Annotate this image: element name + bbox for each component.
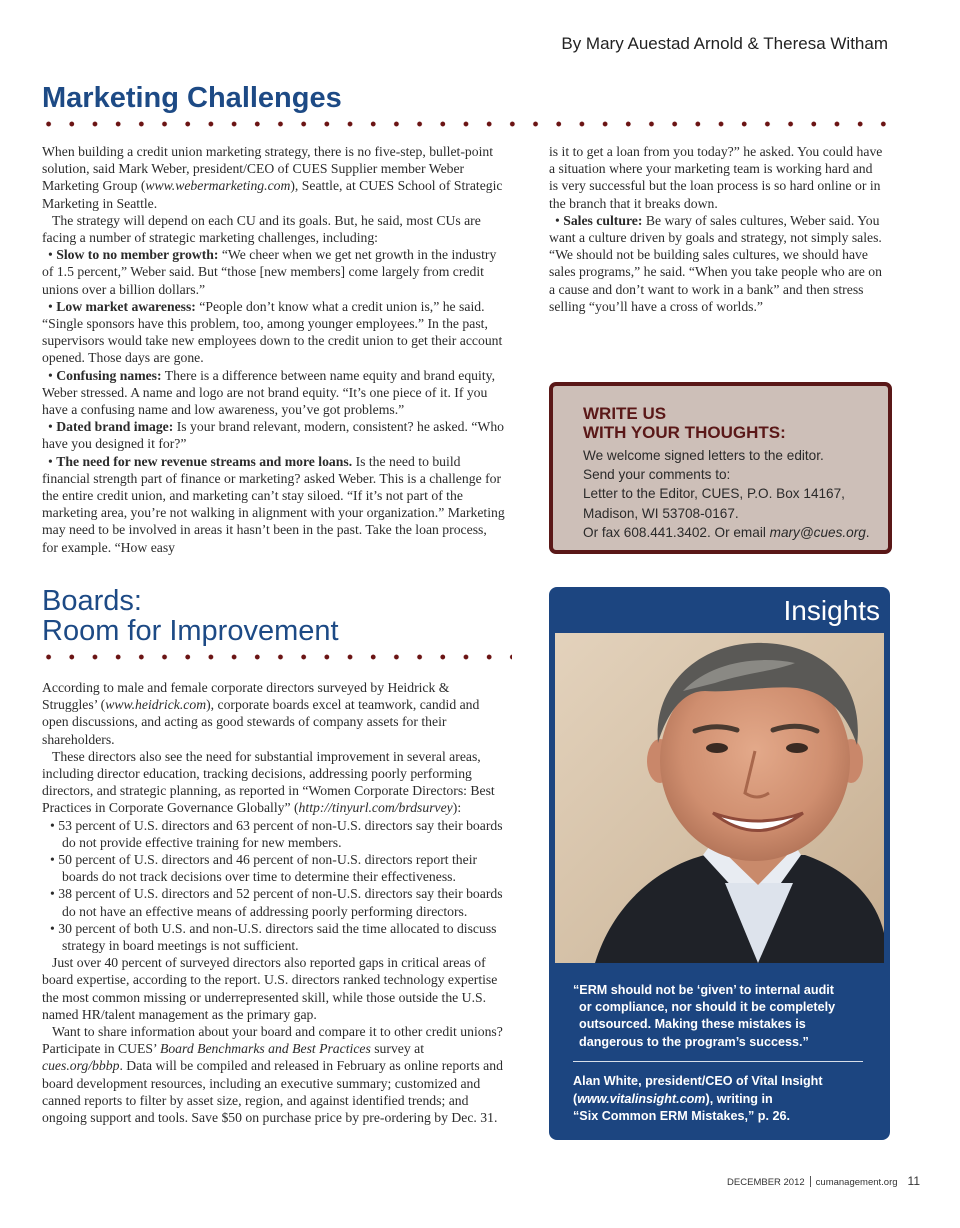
issue-date: DECEMBER 2012 xyxy=(727,1177,805,1188)
boards-title: Boards: Room for Improvement xyxy=(42,585,339,647)
list-item: • 50 percent of U.S. directors and 46 percent of non-U.S. directors report their boards do not track decisions over time to determine their effectiveness. xyxy=(50,852,478,885)
insights-panel xyxy=(549,587,890,1140)
bbbp-link: cues.org/bbbp xyxy=(42,1058,120,1074)
webermarketing-link: www.webermarketing.com xyxy=(145,178,291,194)
list-item: • 53 percent of U.S. directors and 63 percent of non-U.S. directors say their boards do not provide effective training for new members. xyxy=(50,817,503,850)
insights-attribution: Alan White, president/CEO of Vital Insight (www.vitalinsight.com), writing in “Six Common ERM Mistakes,” p. 26. xyxy=(573,1074,823,1123)
footer-separator xyxy=(810,1176,811,1187)
marketing-dotted-divider xyxy=(37,120,896,128)
boards-bullet-list xyxy=(42,817,508,955)
marketing-paragraph-2: The strategy will depend on each CU and its goals. But, he said, most CUs are facing a number of strategic marketing challenges, including: xyxy=(42,212,481,246)
insights-divider xyxy=(573,1061,863,1062)
editor-email-link[interactable]: mary@cues.org xyxy=(769,524,866,540)
boards-paragraph-2: These directors also see the need for substantial improvement in several areas, including director education, tracking decisions, addressing poorly performing directors, and strategic planning, as reported in “Women Corporate Directors: Best Practices in Corporate Governance Globally” (http://tinyurl.com/brdsurvey): xyxy=(42,748,495,816)
write-us-heading: WRITE US WITH YOUR THOUGHTS: xyxy=(583,404,786,442)
list-item: • 38 percent of U.S. directors and 52 percent of non-U.S. directors say their boards do not have an effective means of addressing poorly performing directors. xyxy=(50,886,503,919)
marketing-column-1 xyxy=(42,143,506,556)
boards-paragraph-3: Just over 40 percent of surveyed directors also reported gaps in critical areas of board expertise, according to the report. U.S. directors ranked technology expertise the most common missing or underrepresented skill, while those outside the U.S. named HR/talent management as the primary gap. xyxy=(42,955,498,1022)
challenge-item: • Dated brand image: Is your brand relevant, modern, consistent? he asked. “Who have you designed it for?” xyxy=(42,419,505,452)
boards-intro-paragraph: According to male and female corporate directors surveyed by Heidrick & Struggles’ (www.heidrick.com), corporate boards excel at teamwork, candid and open discussions, and acting as good stewards of company assets for their shareholders. xyxy=(42,680,480,747)
marketing-column-2 xyxy=(549,143,883,315)
challenge-item: • Sales culture: Be wary of sales cultures, Weber said. You want a culture driven by goals and strategy, not simply sales. “We should not be building sales cultures, we should have sales programs,” he said. “When you take people who are on a cause and don’t want to work in a bank” and then stress selling “you’ll have a cross of worlds.” xyxy=(549,212,882,314)
boards-paragraph-4: Want to share information about your board and compare it to other credit unions? Participate in CUES’ Board Benchmarks and Best Practices survey at cues.org/bbbp. Data will be compiled and released in February as online reports and board development resources, including an executive summary; customized and canned reports to filter by asset size, region, and against identified trends; and ongoing support and tools. Save $50 on purchase price by pre-ordering by Dec. 31. xyxy=(42,1024,503,1126)
challenge-item: • Confusing names: There is a difference between name equity and brand equity, Weber stressed. A name and logo are not brand equity. “It’s one piece of it. If you have a confusing name and low awareness, you’ve got problems.” xyxy=(42,367,495,418)
survey-link: http://tinyurl.com/brdsurvey xyxy=(298,800,453,816)
write-us-body: We welcome signed letters to the editor. Send your comments to: Letter to the Editor, CUES, P.O. Box 14167, Madison, WI 53708-0167. Or fax 608.441.3402. Or email mary@cues.org. xyxy=(583,448,870,540)
marketing-intro-paragraph: When building a credit union marketing strategy, there is no five-step, bullet-point solution, said Mark Weber, president/CEO of CUES Supplier member Weber Marketing Group (www.webermarketing.com), Seattle, at CUES School of Strategic Marketing in Seattle. xyxy=(42,144,503,211)
byline: By Mary Auestad Arnold & Theresa Witham xyxy=(561,34,888,53)
boards-column xyxy=(42,679,508,1126)
challenge-item: • The need for new revenue streams and more loans. Is the need to build financial strength part of finance or marketing? asked Weber. This is a challenge for the entire credit union, and marketing can’t stay siloed. “If it’s not part of the marketing area, you’re not walking in alignment with your organization.” Marketing may need to be involved in areas it hasn’t been in the past. Take the loan process, for example. “How easy xyxy=(42,453,505,555)
insights-title: Insights xyxy=(783,595,880,626)
write-us-box xyxy=(549,382,892,554)
vitalinsight-link: www.vitalinsight.com xyxy=(577,1091,706,1106)
marketing-continued-paragraph: is it to get a loan from you today?” he asked. You could have a situation where your marketing team is working hard and is very successful but the loan process is so hard online or in the branch that it breaks down. xyxy=(549,144,883,211)
boards-dotted-divider xyxy=(37,653,512,661)
challenge-item: • Slow to no member growth: “We cheer when we get net growth in the industry of 1.5 percent,” Weber said. But “those [new members] come largely from credit unions over a billion dollars.” xyxy=(42,247,497,297)
heidrick-link: www.heidrick.com xyxy=(105,697,207,713)
site-name: cumanagement.org xyxy=(815,1177,898,1188)
page-number: 11 xyxy=(907,1174,920,1188)
insights-quote: “ERM should not be ‘given’ to internal audit or compliance, nor should it be completely outsourced. Making these mistakes is dangerous to the program’s success.” xyxy=(573,983,836,1049)
list-item: • 30 percent of both U.S. and non-U.S. directors said the time allocated to discuss strategy in board meetings is not sufficient. xyxy=(50,920,497,954)
portrait-photo xyxy=(555,633,884,963)
page-footer xyxy=(727,1174,920,1188)
marketing-title: Marketing Challenges xyxy=(42,82,342,114)
challenge-item: • Low market awareness: “People don’t know what a credit union is,” he said. “Single sponsors have this problem, too, among younger employees.” In the past, supervisors would take new employees down to the credit union to get their account opened. Those days are gone. xyxy=(42,298,503,366)
